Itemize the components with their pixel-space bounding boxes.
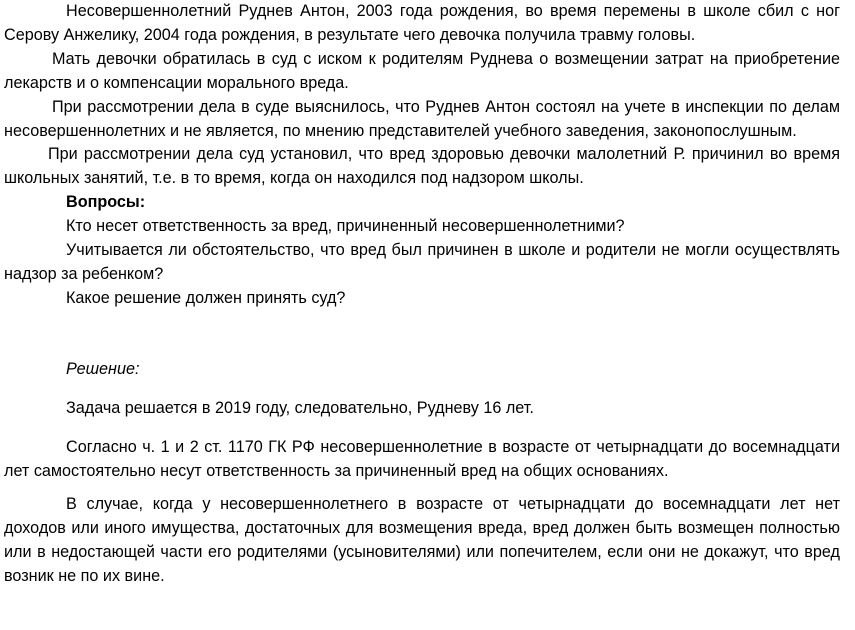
question-3: Какое решение должен принять суд? <box>66 288 346 307</box>
paragraph-court-established: При рассмотрении дела суд установил, что вред здоровью девочки малолетний Р. причинил во время школьных занятий, т.е. в то время, когда он находился под надзором школы. <box>4 145 840 188</box>
solution-paragraph-1: Задача решается в 2019 году, следовательно, Рудневу 16 лет. <box>66 398 534 417</box>
paragraph-court-findings: При рассмотрении дела в суде выяснилось, что Руднев Антон состоял на учете в инспекции по делам несовершеннолетних и не является, по мнению представителей учебного заведения, законопослушным. <box>4 97 840 140</box>
spacer <box>4 421 840 436</box>
paragraph-lawsuit: Мать девочки обратилась в суд с иском к родителям Руднева о возмещении затрат на приобретение лекарств и о компенсации морального вреда. <box>4 49 840 92</box>
solution-heading: Решение: <box>66 359 140 378</box>
solution-paragraph-3: В случае, когда у несовершеннолетнего в возрасте от четырнадцати до восемнадцати лет нет доходов или иного имущества, достаточных для возмещения вреда, вред должен быть возмещен полностью или в недостающей части его родителями (усыновителями) или попечителем, если они не докажут, что вред возник не по их вине. <box>4 495 840 586</box>
paragraph-case-facts: Несовершеннолетний Руднев Антон, 2003 года рождения, во время перемены в школе сбил с ног Серову Анжелику, 2004 года рождения, в результате чего девочка получила травму головы. <box>4 2 840 44</box>
spacer <box>4 382 840 397</box>
spacer <box>4 311 840 358</box>
question-2: Учитывается ли обстоятельство, что вред был причинен в школе и родители не могли осуществлять надзор за ребенком? <box>4 241 840 283</box>
document-body <box>4 0 840 589</box>
spacer <box>4 483 840 493</box>
solution-paragraph-2: Согласно ч. 1 и 2 ст. 1170 ГК РФ несовершеннолетние в возрасте от четырнадцати до восемнадцати лет самостоятельно несут ответственность за причиненный вред на общих основаниях. <box>4 437 840 480</box>
question-1: Кто несет ответственность за вред, причиненный несовершеннолетними? <box>66 217 625 236</box>
questions-heading: Вопросы: <box>66 193 146 212</box>
